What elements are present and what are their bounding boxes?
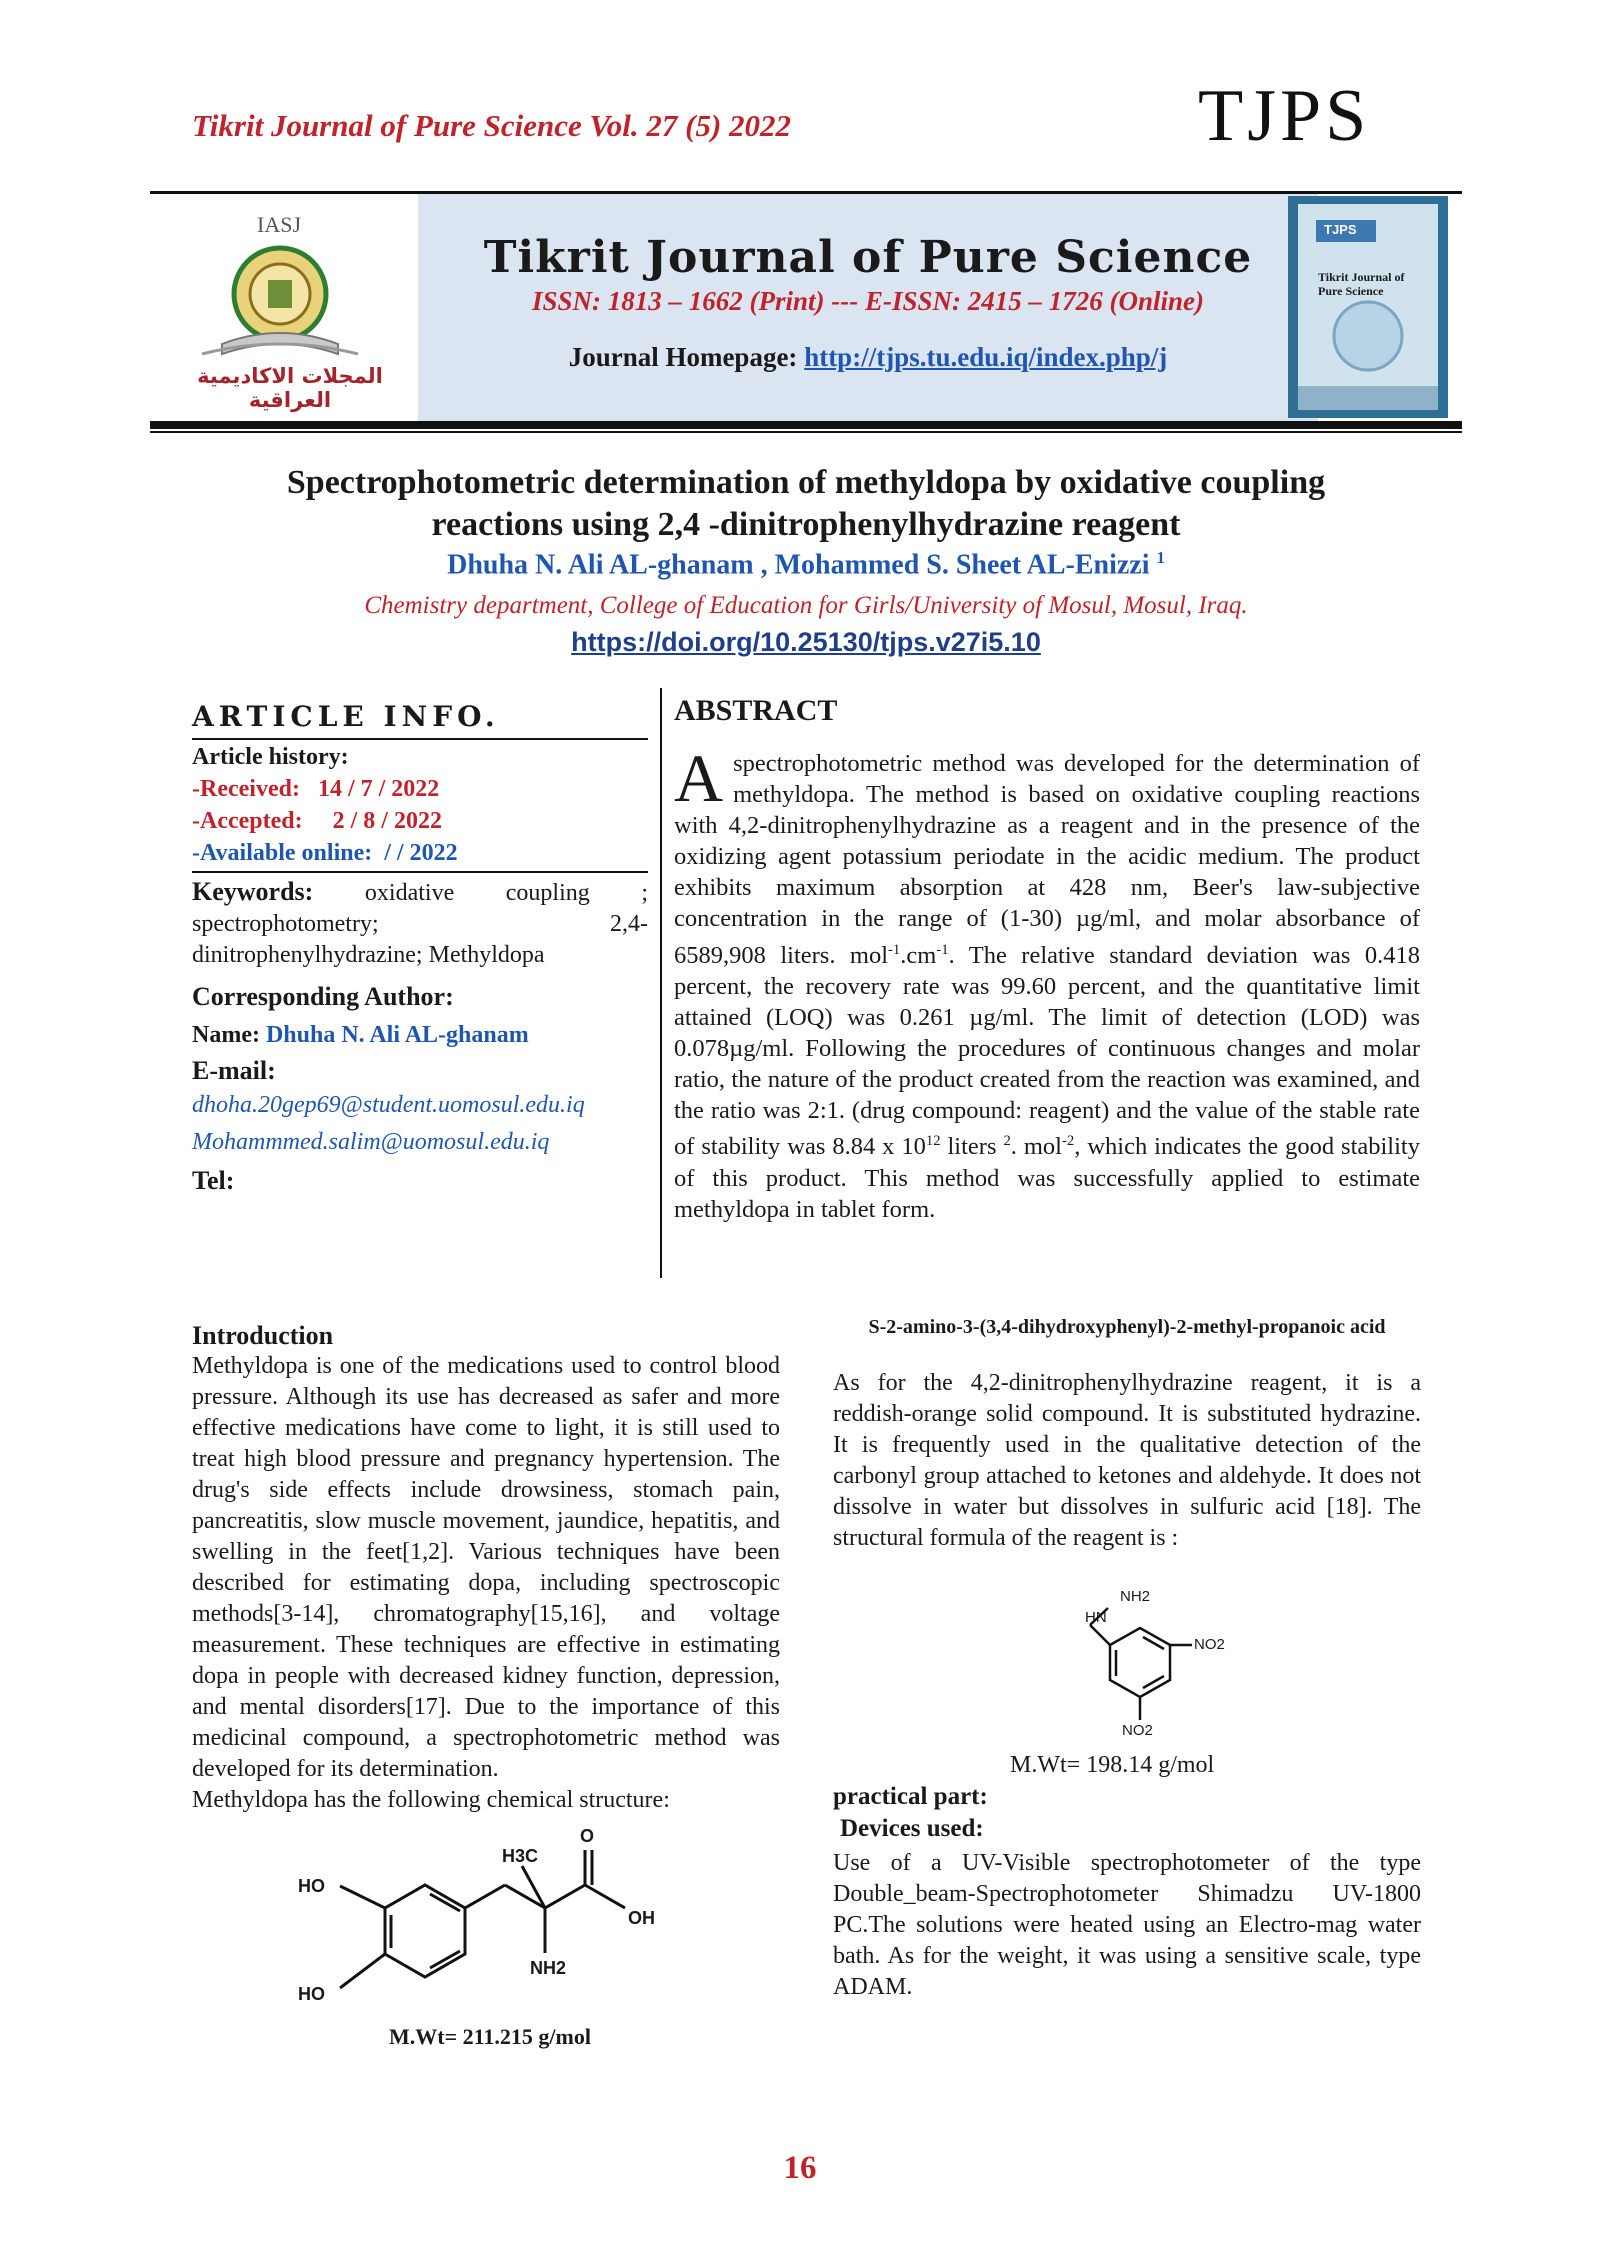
keywords-rule (192, 871, 648, 873)
received-date (192, 776, 439, 803)
journal-homepage (418, 342, 1318, 373)
abstract-text-2: .cm (900, 941, 937, 969)
abstract-sup-3: 12 (925, 1133, 941, 1150)
email-2-link[interactable]: Mohammmed.salim@uomosul.edu.iq (192, 1129, 550, 1155)
devices-used-heading: Devices used: (840, 1815, 984, 1842)
journal-banner (150, 194, 1462, 420)
abstract-text-1: spectrophotometric method was developed for the determination of methyldopa. The method is based on oxidative coupling reactions with 4,2-dinitrophenylhydrazine as a reagent and in the presence of the oxidizing agent potassium periodate in the acidic medium. The product exhibits maximum absorption at 428 nm, Beer's law-subjective concentration in the range of (1-30) µg/ml, and molar absorbance of 6589,908 liters. mol (674, 750, 1420, 969)
keywords-label: Keywords: (192, 877, 314, 906)
article-history-label: Article history: (192, 744, 349, 770)
banner-bottom-rule (150, 421, 1462, 429)
author-name (192, 1022, 529, 1049)
iasj-arabic-label: المجلات الاكاديمية العراقية (197, 364, 383, 412)
abstract-text-3: . The relative standard deviation was 0.418 percent, the recovery rate was 99.60 percent, and the quantitative limit attained (LOQ) was 0.261 µg/ml. The limit of detection (LOD) was 0.078µg/ml. Following the procedures of continuous changes and molar ratio, the nature of the product created from the reaction was examined, and the ratio was 2:1. (drug compound: reagent) and the value of the stable rate of stability was 8.84 x 10 (674, 941, 1420, 1161)
nh2-label-dnph: NH2 (1120, 1588, 1151, 1605)
abstract-sup-1: -1 (888, 941, 901, 958)
banner-bottom-rule-thin (150, 431, 1462, 433)
iasj-label: IASJ (257, 212, 302, 237)
homepage-label: Journal Homepage: (568, 342, 805, 372)
nh2-label: NH2 (530, 1958, 567, 1978)
abstract-sup-4: 2 (1003, 1133, 1011, 1150)
abstract-heading: ABSTRACT (674, 694, 838, 727)
paper-title (150, 462, 1462, 546)
available-online-date (192, 840, 458, 867)
journal-volume-line: Tikrit Journal of Pure Science Vol. 27 (5) 2022 (192, 108, 792, 143)
paper-title-line-2: reactions using 2,4 -dinitrophenylhydrazine reagent (431, 506, 1181, 543)
o-label: O (580, 1826, 595, 1846)
received-value: 14 / 7 / 2022 (317, 776, 440, 802)
cover-title: Tikrit Journal of Pure Science (1318, 270, 1405, 298)
structure-intro: Methyldopa has the following chemical structure: (192, 1787, 670, 1813)
article-info-heading: ARTICLE INFO. (192, 700, 500, 733)
h3c-label: H3C (502, 1846, 539, 1866)
keywords-text: oxidative coupling ; spectrophotometry; 2,4-dinitrophenylhydrazine; Methyldopa (192, 880, 649, 968)
abstract-text-5: . mol (1010, 1133, 1062, 1161)
corresponding-author-label: Corresponding Author: (192, 982, 454, 1011)
email-1-link[interactable]: dhoha.20gep69@student.uomosul.edu.iq (192, 1092, 585, 1118)
name-value: Dhuha N. Ali AL-ghanam (265, 1022, 529, 1048)
homepage-link[interactable]: http://tjps.tu.edu.iq/index.php/j (804, 342, 1168, 372)
no2-top-label: NO2 (1194, 1636, 1225, 1653)
cover-tag: TJPS (1324, 222, 1357, 237)
dnph-mwt: M.Wt= 198.14 g/mol (1010, 1752, 1215, 1778)
introduction-section (192, 1320, 780, 1816)
accepted-value: 2 / 8 / 2022 (332, 808, 442, 834)
introduction-heading: Introduction (192, 1321, 334, 1350)
abstract-text-4: liters (940, 1133, 1004, 1161)
methyldopa-structure (290, 1826, 690, 2020)
devices-paragraph: Use of a UV-Visible spectrophotometer of the type Double_beam-Spectrophotometer Shimadzu UV-1800 PC.The solutions were heated using an Electro-mag water bath. As for the weight, it was using a sensitive scale, type ADAM. (833, 1850, 1421, 2000)
oh-label: OH (628, 1908, 655, 1928)
paper-doi-link[interactable]: https://doi.org/10.25130/tjps.v27i5.10 (571, 627, 1041, 657)
article-info-rule (192, 738, 648, 740)
paper-title-line-1: Spectrophotometric determination of methyldopa by oxidative coupling (286, 464, 1326, 501)
journal-cover-thumbnail (1288, 196, 1458, 418)
email-label: E-mail: (192, 1056, 276, 1085)
methyldopa-mwt: M.Wt= 211.215 g/mol (389, 2024, 591, 2049)
no2-bottom-label: NO2 (1122, 1722, 1153, 1739)
abstract-text-6: , which indicates the good stability of this product. This method was successfully applied to estimate methyldopa in tablet form. (674, 1133, 1420, 1223)
paper-authors (150, 548, 1462, 581)
introduction-paragraph: Methyldopa is one of the medications used to control blood pressure. Although its use has decreased as safer and more effective medications have come to light, it is still used to treat high blood pressure and pregnancy hypertension. The drug's side effects include drowsiness, stomach pain, pancreatitis, slow muscle movement, jaundice, hepatitis, and swelling in the feet[1,2]. Various techniques have been described for estimating dopa, including spectroscopic methods[3-14], chromatography[15,16], and voltage measurement. These techniques are effective in estimating dopa in people with decreased kidney function, depression, and mental disorders[17]. Due to the importance of this medicinal compound, a spectrophotometric method was developed for its determination. (192, 1353, 780, 1782)
name-label: Name: (192, 1022, 260, 1048)
journal-brand: TJPS (1198, 75, 1371, 157)
online-value: / / 2022 (384, 840, 458, 866)
abstract-sup-2: -1 (936, 941, 949, 958)
cover-image-icon (1288, 196, 1448, 418)
online-label: -Available online: (192, 840, 373, 866)
ho-bottom-label: HO (298, 1984, 325, 2004)
iasj-logo (162, 204, 414, 412)
practical-part-heading: practical part: (833, 1783, 988, 1810)
paper-affiliation: Chemistry department, College of Education for Girls/University of Mosul, Mosul, Iraq. (364, 592, 1248, 619)
banner-title-box (418, 194, 1318, 422)
abstract-sup-5: -2 (1062, 1133, 1075, 1150)
column-divider (660, 688, 662, 1278)
accepted-label: -Accepted: (192, 808, 303, 834)
received-label: -Received: (192, 776, 300, 802)
ho-top-label: HO (298, 1876, 325, 1896)
compound-name: S-2-amino-3-(3,4-dihydroxyphenyl)-2-methyl-propanoic acid (868, 1316, 1386, 1338)
methyldopa-structure-icon (290, 1838, 690, 2020)
authors-text: Dhuha N. Ali AL-ghanam , Mohammed S. Sheet AL-Enizzi (447, 549, 1150, 581)
abstract-dropcap: A (674, 740, 724, 816)
reagent-paragraph: As for the 4,2-dinitrophenylhydrazine reagent, it is a reddish-orange solid compound. It is substituted hydrazine. It is frequently used in the qualitative detection of the carbonyl group attached to ketones and aldehyde. It does not dissolve in water but dissolves in sulfuric acid [18]. The structural formula of the reagent is : (833, 1370, 1421, 1551)
abstract-body (674, 740, 1420, 1225)
author-affiliation-mark: 1 (1156, 548, 1165, 567)
journal-issn: ISSN: 1813 – 1662 (Print) --- E-ISSN: 2415 – 1726 (Online) (531, 286, 1205, 316)
dnph-structure (1060, 1590, 1240, 1750)
hn-label: HN (1085, 1609, 1107, 1626)
keywords-block (192, 876, 648, 971)
page-number: 16 (783, 2150, 817, 2186)
journal-title: Tikrit Journal of Pure Science (483, 232, 1253, 283)
tel-label: Tel: (192, 1166, 235, 1195)
accepted-date (192, 808, 442, 835)
